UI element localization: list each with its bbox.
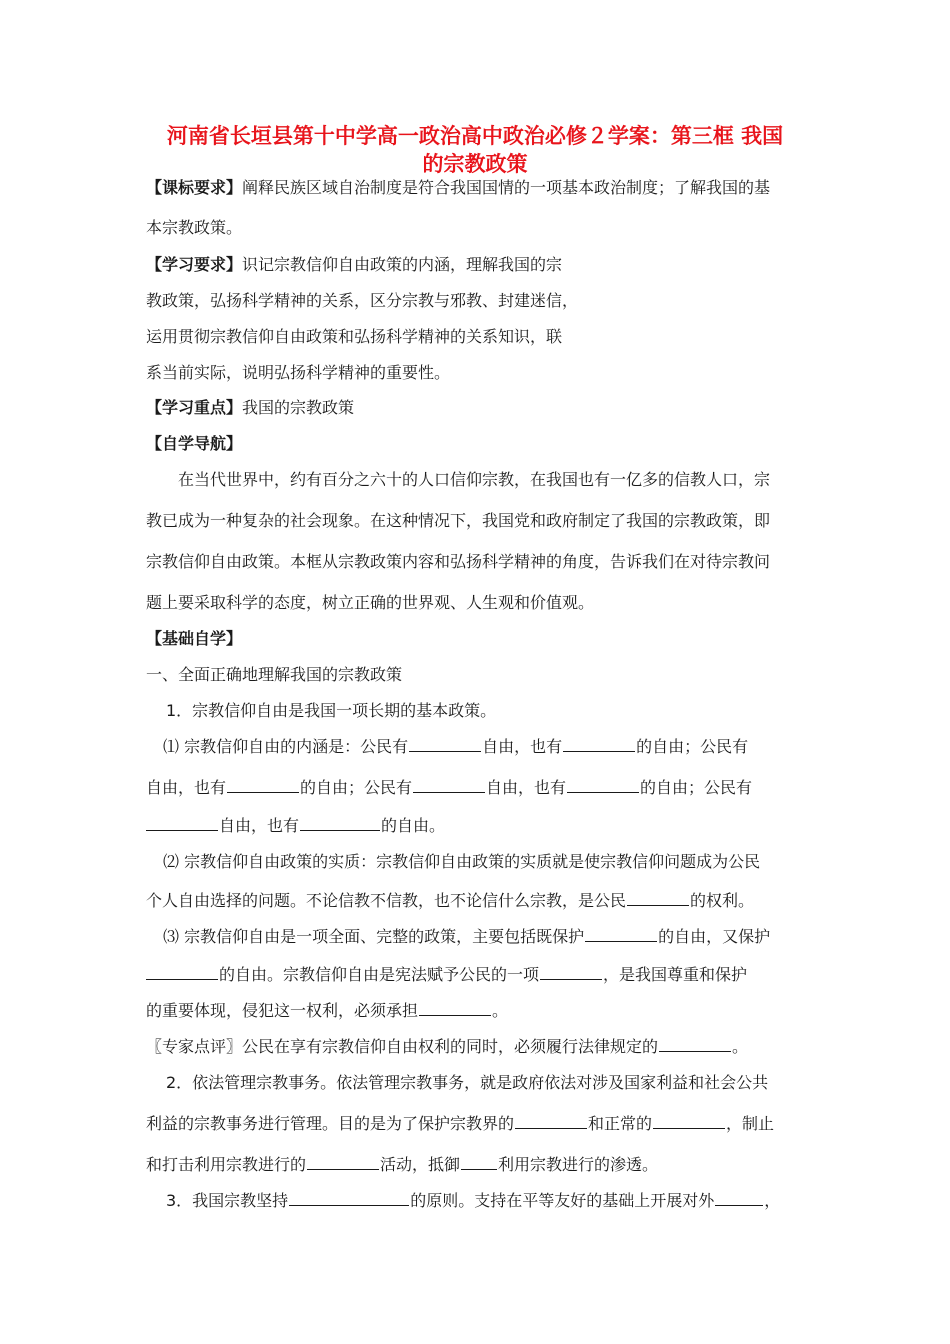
- fill-blank[interactable]: [540, 963, 602, 980]
- policy-line1: [163, 925, 770, 949]
- guide-paragraph-line2: 教已成为一种复杂的社会现象。在这种情况下，我国党和政府制定了我国的宗教政策，即: [146, 511, 771, 530]
- connotation-line2: [146, 776, 752, 800]
- learning-focus: [146, 396, 354, 420]
- text: 自由，也有: [219, 816, 300, 835]
- essence-line2: [146, 889, 754, 913]
- fill-blank[interactable]: [227, 776, 299, 793]
- text: 的自由；公民有: [640, 778, 753, 797]
- text: 自由，也有: [146, 778, 227, 797]
- learning-requirement-line3: 运用贯彻宗教信仰自由政策和弘扬科学精神的关系知识，联: [146, 327, 563, 346]
- learning-requirement-line2: 教政策，弘扬科学精神的关系，区分宗教与邪教、封建迷信，: [146, 291, 579, 310]
- fill-blank[interactable]: [413, 776, 485, 793]
- guide-paragraph-line1: 在当代世界中，约有百分之六十的人口信仰宗教，在我国也有一亿多的信教人口，宗: [178, 470, 771, 489]
- learning-requirement: [146, 253, 562, 277]
- fill-blank[interactable]: [146, 814, 218, 831]
- fill-blank[interactable]: [461, 1153, 497, 1170]
- curriculum-requirement-cont: 本宗教政策。: [146, 218, 243, 237]
- fill-blank[interactable]: [563, 735, 635, 752]
- item-1: 1．宗教信仰自由是我国一项长期的基本政策。: [166, 701, 497, 720]
- text: 和正常的: [588, 1114, 653, 1133]
- text: ，制止: [726, 1114, 775, 1133]
- text: 的自由。宗教信仰自由是宪法赋予公民的一项: [219, 965, 540, 984]
- text: 和打击利用宗教进行的: [146, 1155, 307, 1174]
- text: ，: [764, 1191, 781, 1210]
- text: 的重要体现，侵犯这一权利，必须承担: [146, 1001, 419, 1020]
- fill-blank[interactable]: [515, 1112, 587, 1129]
- text: 个人自由选择的问题。不论信教不信教，也不论信什么宗教，是公民: [146, 891, 627, 910]
- fill-blank[interactable]: [289, 1189, 409, 1206]
- text: 的自由。: [381, 816, 446, 835]
- fill-blank[interactable]: [715, 1189, 763, 1206]
- text: ⑶ 宗教信仰自由是一项全面、完整的政策，主要包括既保护: [163, 927, 585, 946]
- self-study-guide-label: 【自学导航】: [146, 434, 243, 453]
- connotation-line3: [146, 814, 445, 838]
- document-title-line2: 的宗教政策: [422, 152, 528, 176]
- text: ⑴ 宗教信仰自由的内涵是：公民有: [163, 737, 409, 756]
- text: 利益的宗教事务进行管理。目的是为了保护宗教界的: [146, 1114, 515, 1133]
- fill-blank[interactable]: [627, 889, 689, 906]
- learning-requirement-text: 识记宗教信仰自由政策的内涵，理解我国的宗: [242, 255, 563, 274]
- learning-requirement-label: 【学习要求】: [146, 255, 243, 274]
- curriculum-requirement: [146, 176, 770, 200]
- fill-blank[interactable]: [419, 999, 491, 1016]
- text: ，是我国尊重和保护: [603, 965, 748, 984]
- fill-blank[interactable]: [585, 925, 657, 942]
- fill-blank[interactable]: [307, 1153, 379, 1170]
- text: 3．我国宗教坚持: [166, 1191, 289, 1210]
- policy-line2: [146, 963, 747, 987]
- text: 的原则。支持在平等友好的基础上开展对外: [410, 1191, 715, 1210]
- expert-comment: [146, 1035, 748, 1059]
- learning-focus-text: 我国的宗教政策: [242, 398, 355, 417]
- learning-focus-label: 【学习重点】: [146, 398, 243, 417]
- text: 的自由；公民有: [300, 778, 413, 797]
- fill-blank[interactable]: [409, 735, 481, 752]
- text: 的自由，又保护: [658, 927, 771, 946]
- fill-blank[interactable]: [300, 814, 380, 831]
- text: 活动，抵御: [380, 1155, 461, 1174]
- text: 自由，也有: [486, 778, 567, 797]
- learning-requirement-line4: 系当前实际，说明弘扬科学精神的重要性。: [146, 363, 451, 382]
- fill-blank[interactable]: [567, 776, 639, 793]
- document-title-line1: 河南省长垣县第十中学高一政治高中政治必修２学案：第三框 我国: [166, 124, 784, 148]
- section-heading-1: 一、全面正确地理解我国的宗教政策: [146, 665, 403, 684]
- policy-line3: [146, 999, 508, 1023]
- basic-self-study-label: 【基础自学】: [146, 629, 243, 648]
- text: 的权利。: [690, 891, 755, 910]
- text: 。: [492, 1001, 509, 1020]
- curriculum-requirement-label: 【课标要求】: [146, 178, 243, 197]
- text: 〖专家点评〗公民在享有宗教信仰自由权利的同时，必须履行法律规定的: [146, 1037, 659, 1056]
- guide-paragraph-line3: 宗教信仰自由政策。本框从宗教政策内容和弘扬科学精神的角度，告诉我们在对待宗教问: [146, 552, 771, 571]
- fill-blank[interactable]: [653, 1112, 725, 1129]
- fill-blank[interactable]: [659, 1035, 731, 1052]
- essence-line1: ⑵ 宗教信仰自由政策的实质：宗教信仰自由政策的实质就是使宗教信仰问题成为公民: [163, 852, 761, 871]
- text: 利用宗教进行的渗透。: [498, 1155, 659, 1174]
- text: 的自由；公民有: [636, 737, 749, 756]
- item-2-line3: [146, 1153, 658, 1177]
- curriculum-requirement-text: 阐释民族区域自治制度是符合我国国情的一项基本政治制度；了解我国的基: [242, 178, 771, 197]
- item-2-line2: [146, 1112, 774, 1136]
- item-3-line1: [166, 1189, 780, 1213]
- item-2-line1: 2．依法管理宗教事务。依法管理宗教事务，就是政府依法对涉及国家利益和社会公共: [166, 1073, 769, 1092]
- text: 自由，也有: [482, 737, 563, 756]
- guide-paragraph-line4: 题上要采取科学的态度，树立正确的世界观、人生观和价值观。: [146, 593, 595, 612]
- connotation-line1: [163, 735, 748, 759]
- text: 。: [732, 1037, 749, 1056]
- fill-blank[interactable]: [146, 963, 218, 980]
